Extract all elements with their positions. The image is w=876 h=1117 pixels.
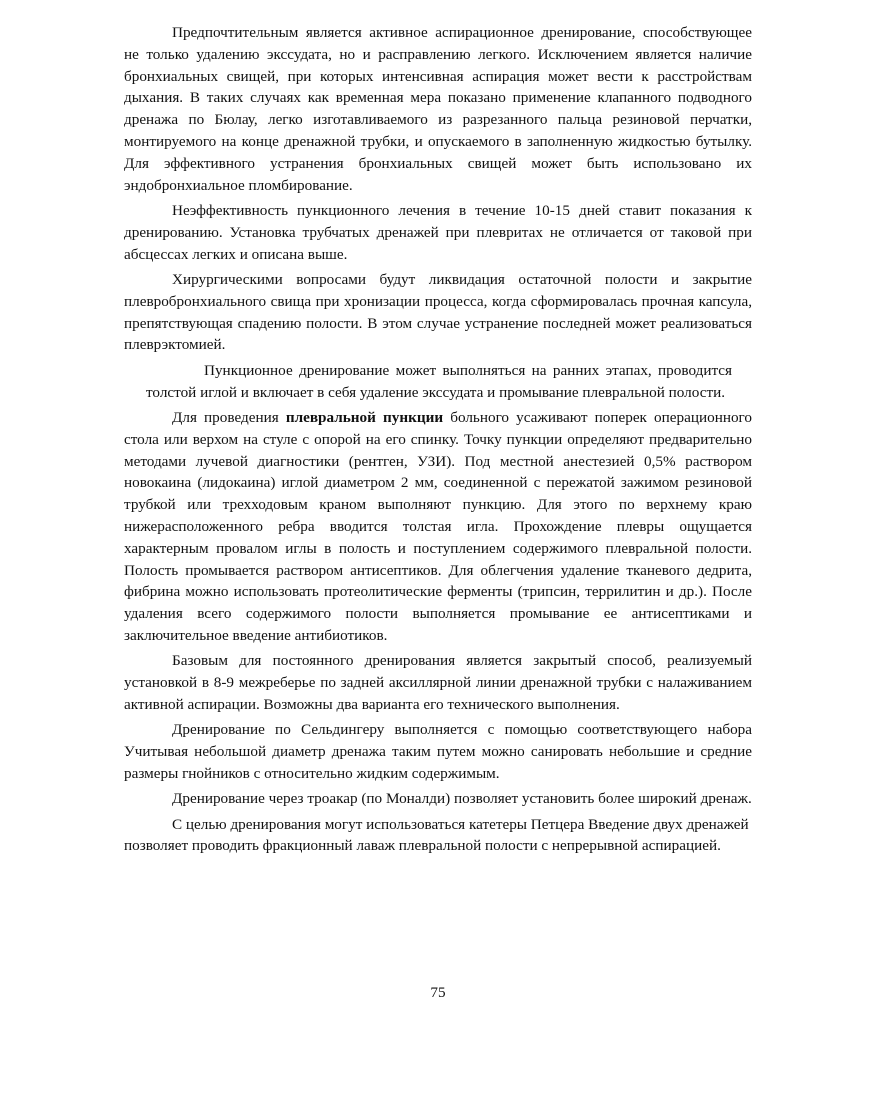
paragraph-pleural-puncture bbox=[124, 407, 752, 647]
paragraph-active-aspiration: Предпочтительным является активное аспирационное дренирование, способствующее не только удалению экссудата, но и расправлению легкого. Исключением является наличие бронхиальных свищей, при которых интенсивная аспирация может вести к расстройствам дыхания. В таких случаях как временная мера показано применение клапанного подводного дренажа по Бюлау, легко изготавливаемого из разрезанного пальца резиновой перчатки, монтируемого на конце дренажной трубки, и опускаемого в заполненную жидкостью бутылку. Для эффективного устранения бронхиальных свищей может быть использовано их эндобронхиальное пломбирование. bbox=[124, 24, 752, 194]
page-body bbox=[124, 22, 752, 861]
puncture-text-rest: больного усаживают поперек операционного стола или верхом на стуле с опорой на его спинку. Точку пункции определяют предварительно методами лучевой диагностики (рентген, УЗИ). Под местной анестезией 0,5% раствором новокаина (лидокаина) иглой диаметром 2 мм, соединенной с пережатой зажимом резиновой трубкой или трехходовым краном выполняют пункцию. Для этого по верхнему краю нижерасположенного ребра вводится толстая игла. Прохождение плевры ощущается характерным провалом иглы в полость и поступлением содержимого плевральной полости. Полость промывается раствором антисептиков. Для облегчения удаление тканевого дедрита, фибрина можно использовать протеолитические ферменты (трипсин, террилитин и др.). После удаления всего содержимого полости выполняется промывание ее антисептиками и заключительное введение антибиотиков. bbox=[124, 408, 752, 644]
paragraph-closed-drainage: Базовым для постоянного дренирования является закрытый способ, реализуемый установкой в 8-9 межреберье по задней аксиллярной линии дренажной трубки с налаживанием активной аспирации. Возможны два варианта его технического выполнения. bbox=[124, 652, 752, 713]
paragraph-surgical-issues: Хирургическими вопросами будут ликвидация остаточной полости и закрытие плевробронхиального свища при хронизации процесса, когда сформировалась прочная капсула, препятствующая спадению полости. В этом случае устранение последней может реализоваться плеврэктомией. bbox=[124, 270, 752, 354]
puncture-text-start: Для проведения bbox=[172, 408, 286, 426]
paragraph-trocar: Дренирование через троакар (по Моналди) позволяет установить более широкий дренаж. bbox=[172, 790, 752, 808]
paragraph-catheters: С целью дренирования могут использоваться катетеры Петцера Введение двух дренажей позволяет проводить фракционный лаваж плевральной полости с непрерывной аспирацией. bbox=[124, 815, 749, 855]
paragraph-seldinger: Дренирование по Сельдингеру выполняется с помощью соответствующего набора Учитывая небольшой диаметр дренажа таким путем можно санировать небольшие и средние размеры гнойников с относительно жидким содержимым. bbox=[124, 721, 752, 782]
pleural-puncture-term: плевральной пункции bbox=[285, 408, 444, 426]
paragraph-puncture-ineffective: Неэффективность пункционного лечения в течение 10-15 дней ставит показания к дренированию. Установка трубчатых дренажей при плевритах не отличается от таковой при абсцессах легких и описана выше. bbox=[124, 201, 752, 263]
page-number: 75 bbox=[430, 984, 446, 1001]
paragraph-puncture-drainage: Пункционное дренирование может выполняться на ранних этапах, проводится толстой иглой и включает в себя удаление экссудата и промывание плевральной полости. bbox=[146, 361, 732, 401]
